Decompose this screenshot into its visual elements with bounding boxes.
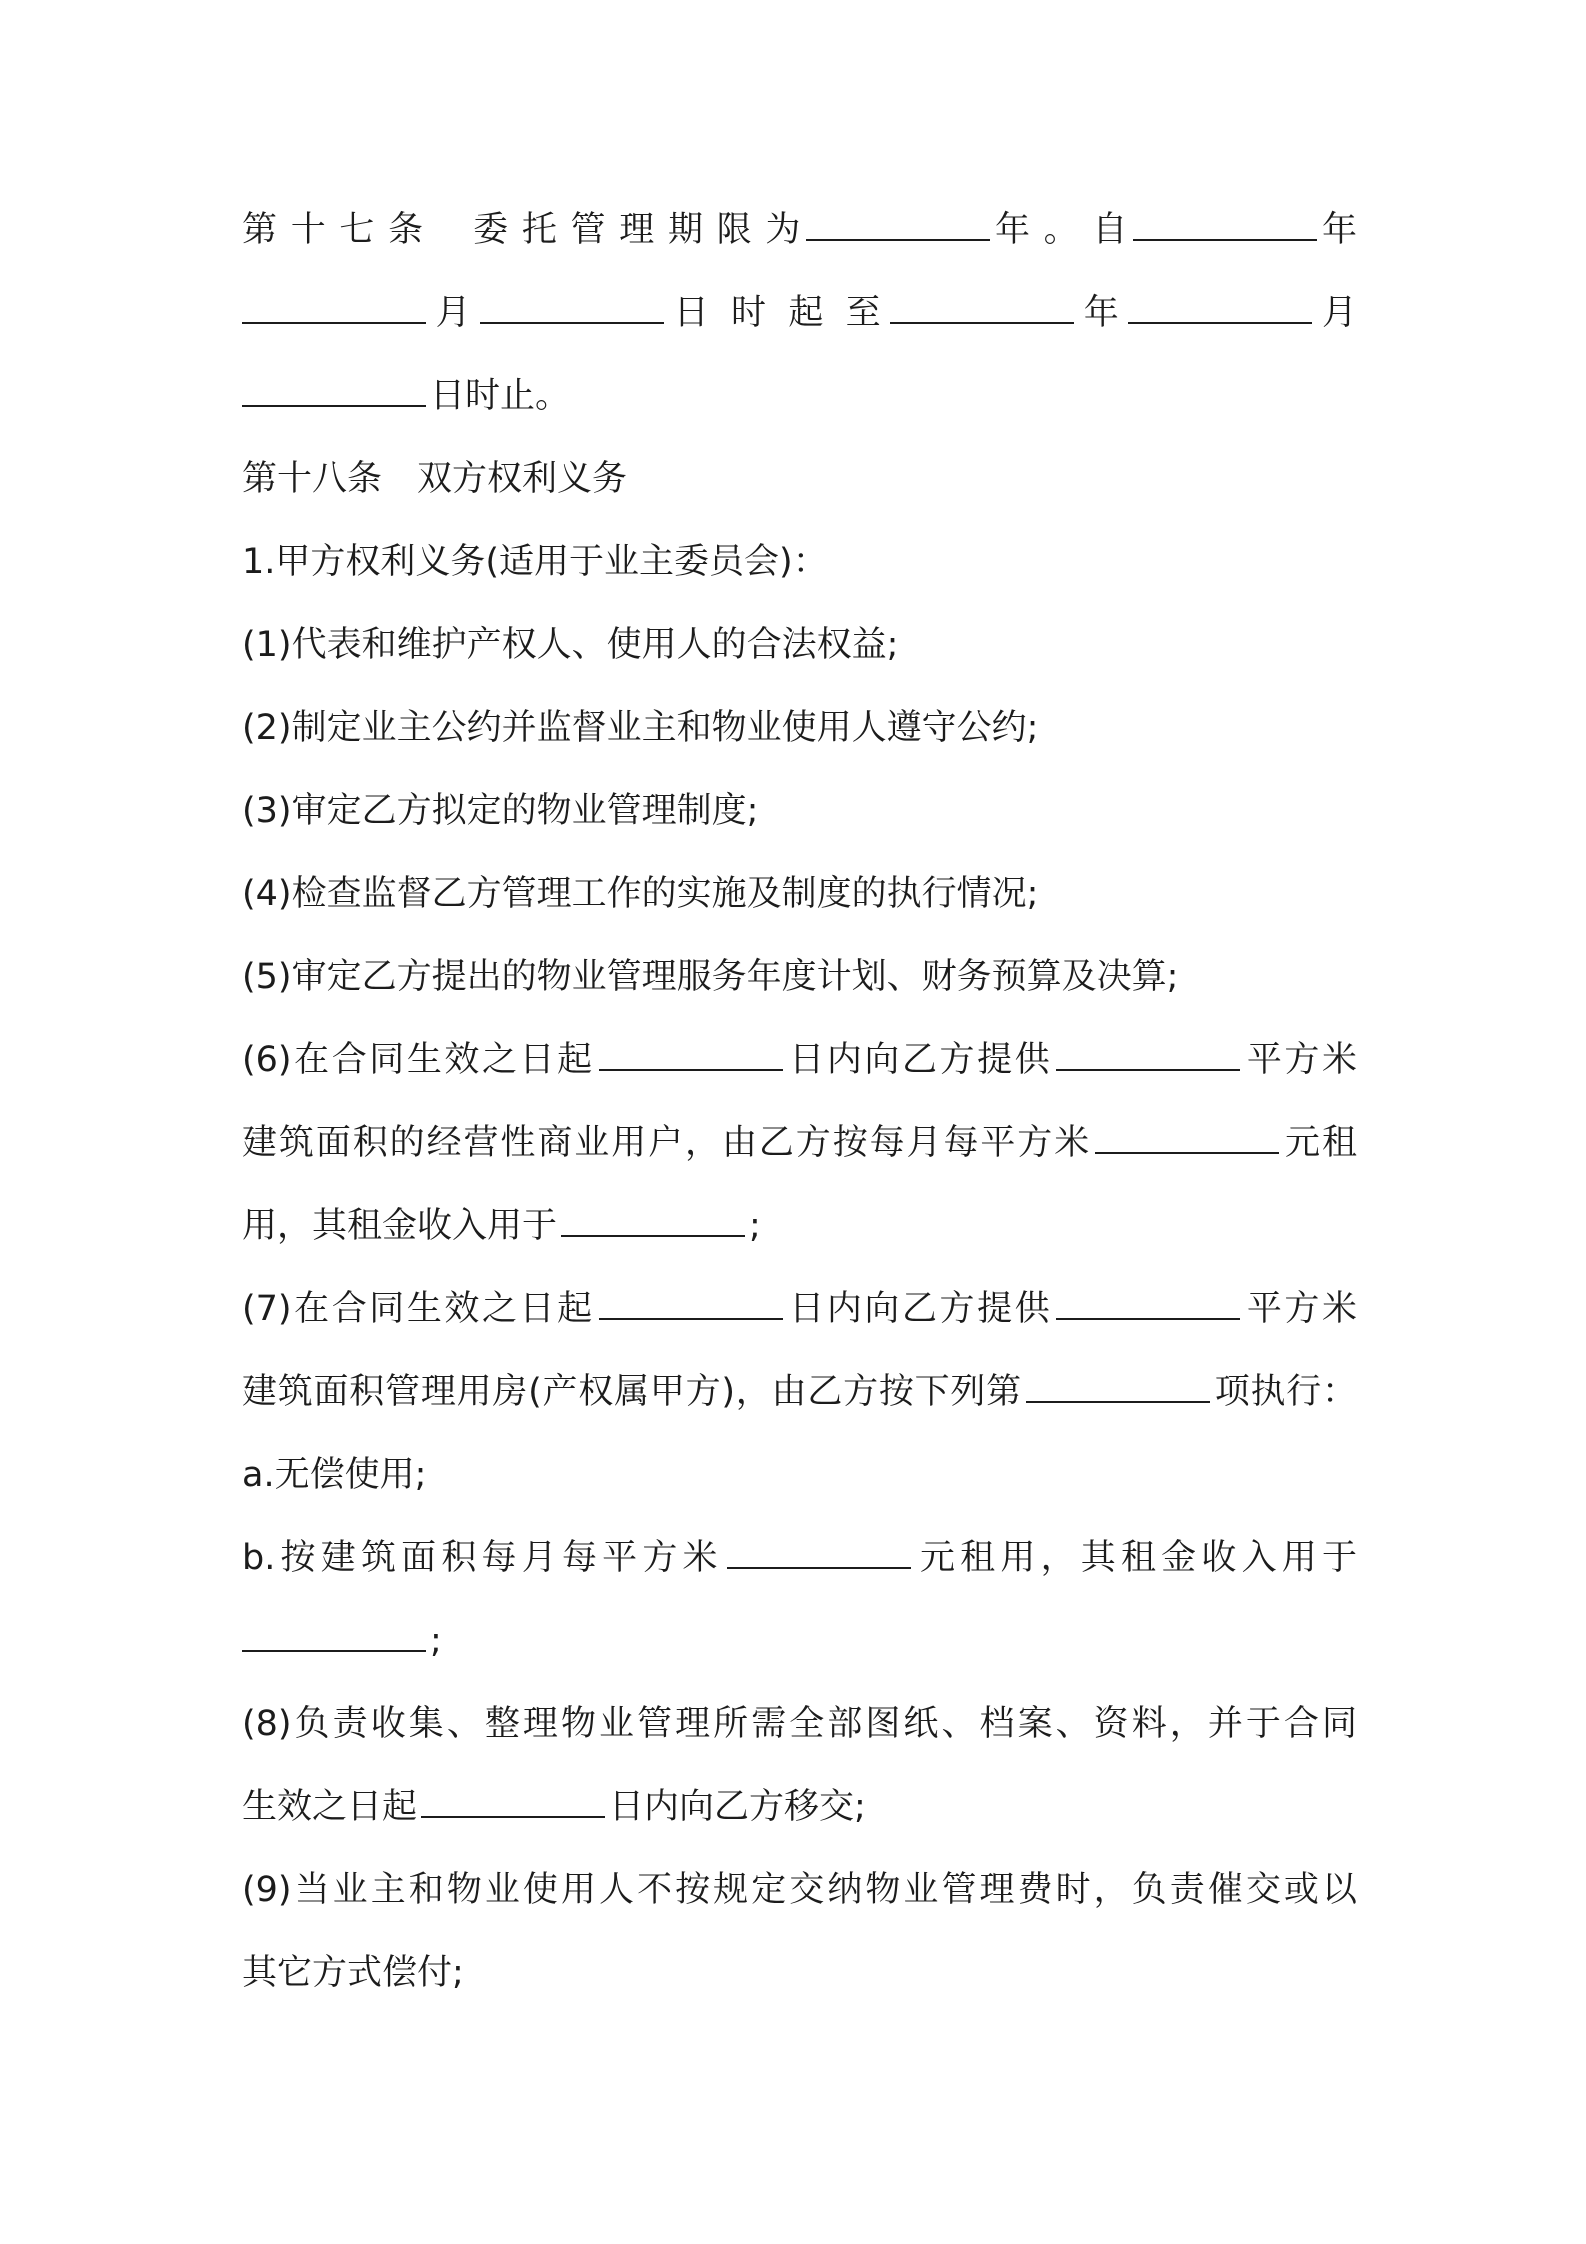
text: 日内向乙方提供 [786, 1040, 1053, 1080]
text: 建筑面积的经营性商业用户，由乙方按每月每平方米 [242, 1123, 1092, 1163]
clause-5 [242, 952, 1357, 1002]
text: 月 [1316, 293, 1357, 333]
text: 元租用，其租金收入用于 [914, 1538, 1357, 1578]
text: (4)检查监督乙方管理工作的实施及制度的执行情况; [242, 874, 1039, 914]
text: (6)在合同生效之日起 [242, 1040, 595, 1080]
clause-7-option-b-line-2 [242, 1616, 1357, 1666]
blank-field [1095, 1149, 1279, 1154]
blank-field [421, 1813, 605, 1818]
text: (7)在合同生效之日起 [242, 1289, 595, 1329]
text: 年 [1078, 293, 1125, 333]
blank-field [890, 319, 1074, 324]
blank-field [1056, 1315, 1240, 1320]
clause-6-line-2 [242, 1118, 1357, 1168]
text: 月 [430, 293, 477, 333]
text: ; [430, 1621, 442, 1661]
clause-9-line-2 [242, 1948, 1357, 1998]
clause-6-line-3 [242, 1201, 1357, 1251]
blank-field [599, 1066, 783, 1071]
text: 日内向乙方提供 [786, 1289, 1053, 1329]
text: 第十八条 双方权利义务 [242, 459, 628, 499]
text: 元租 [1283, 1123, 1357, 1163]
text: 日 时 起 至 [668, 293, 887, 333]
article-17-line-1 [242, 205, 1357, 255]
article-17-line-2 [242, 288, 1357, 338]
text: a.无偿使用; [242, 1455, 427, 1495]
text: 平方米 [1244, 1040, 1357, 1080]
blank-field [480, 319, 664, 324]
clause-7-line-2 [242, 1367, 1357, 1417]
clause-7-line-1 [242, 1284, 1357, 1334]
article-18-heading [242, 454, 1357, 504]
text: (1)代表和维护产权人、使用人的合法权益; [242, 625, 899, 665]
text: (2)制定业主公约并监督业主和物业使用人遵守公约; [242, 708, 1039, 748]
text: b.按建筑面积每月每平方米 [242, 1538, 723, 1578]
text: 1.甲方权利义务(适用于业主委员会)： [242, 542, 828, 582]
clause-4 [242, 869, 1357, 919]
text: 平方米 [1244, 1289, 1357, 1329]
blank-field [242, 319, 426, 324]
clause-8-line-2 [242, 1782, 1357, 1832]
clause-7-option-a [242, 1450, 1357, 1500]
text: (3)审定乙方拟定的物业管理制度; [242, 791, 759, 831]
text: 用，其租金收入用于 [242, 1206, 558, 1246]
clause-7-option-b-line-1 [242, 1533, 1357, 1583]
blank-field [599, 1315, 783, 1320]
clause-9-line-1 [242, 1865, 1357, 1915]
clause-1 [242, 620, 1357, 670]
clause-8-line-1 [242, 1699, 1357, 1749]
clause-2 [242, 703, 1357, 753]
text: 第 十 七 条 委 托 管 理 期 限 为 [242, 210, 802, 250]
text: 日时止。 [430, 376, 571, 416]
text: 项执行： [1213, 1372, 1357, 1412]
party-a-heading [242, 537, 1357, 587]
blank-field [1133, 236, 1317, 241]
text: 年 。 自 [993, 210, 1129, 250]
text: 年 [1320, 210, 1357, 250]
clause-6-line-1 [242, 1035, 1357, 1085]
blank-field [1128, 319, 1312, 324]
text: (8)负责收集、整理物业管理所需全部图纸、档案、资料，并于合同 [242, 1704, 1357, 1744]
text: 日内向乙方移交; [609, 1787, 866, 1827]
text: 其它方式偿付; [242, 1953, 464, 1993]
blank-field [806, 236, 990, 241]
text: (5)审定乙方提出的物业管理服务年度计划、财务预算及决算; [242, 957, 1179, 997]
blank-field [1056, 1066, 1240, 1071]
text: (9)当业主和物业使用人不按规定交纳物业管理费时，负责催交或以 [242, 1870, 1357, 1910]
blank-field [242, 402, 426, 407]
blank-field [242, 1647, 426, 1652]
blank-field [561, 1232, 745, 1237]
text: ; [749, 1206, 761, 1246]
article-17-line-3 [242, 371, 1357, 421]
clause-3 [242, 786, 1357, 836]
blank-field [1026, 1398, 1210, 1403]
text: 生效之日起 [242, 1787, 418, 1827]
blank-field [727, 1564, 911, 1569]
text: 建筑面积管理用房(产权属甲方)，由乙方按下列第 [242, 1372, 1022, 1412]
